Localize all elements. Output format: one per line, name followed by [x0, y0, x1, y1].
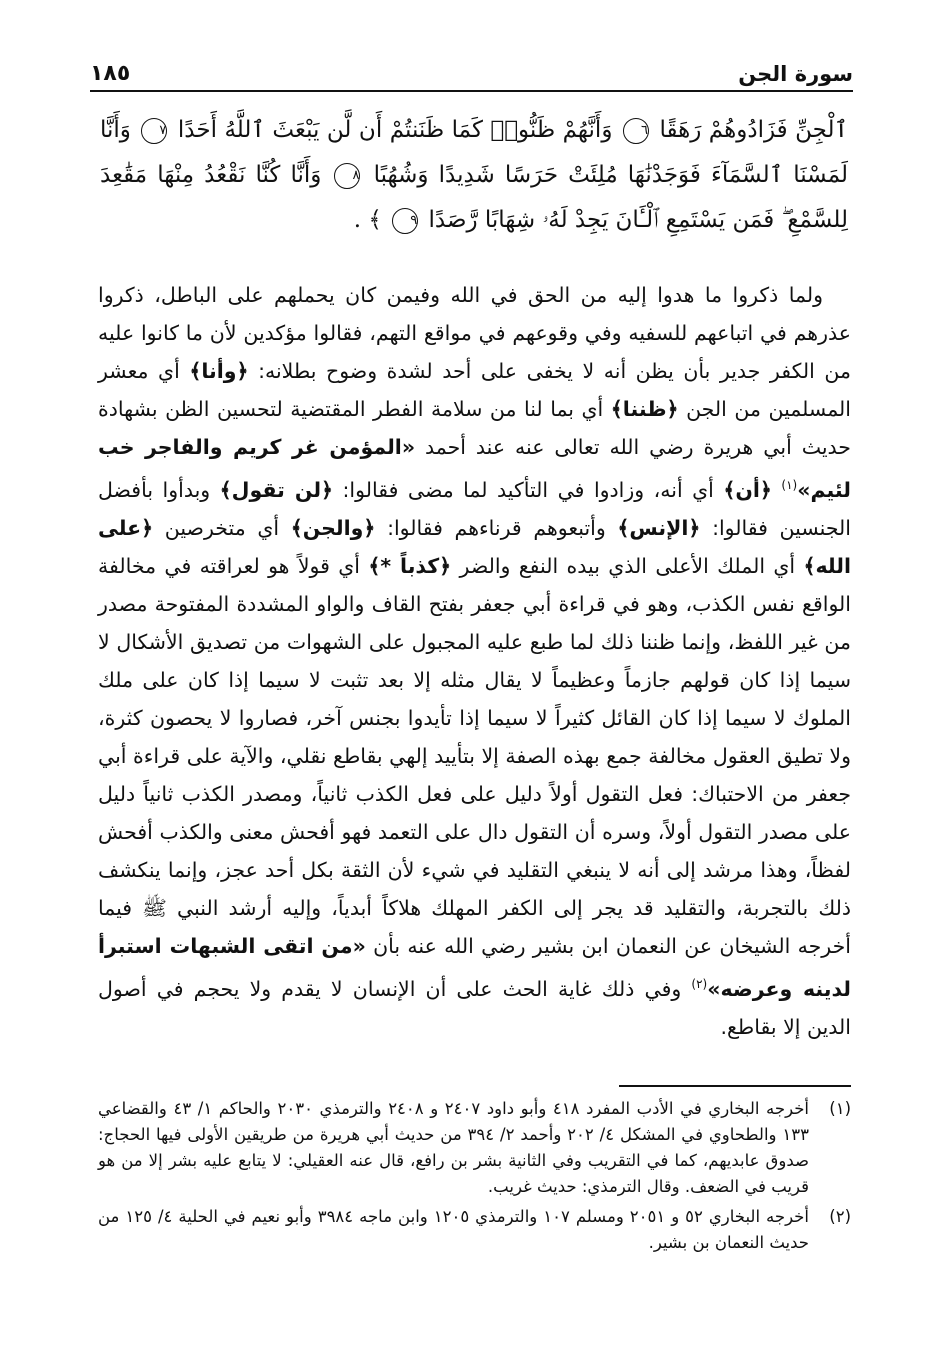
quoted-word: ﴿أن﴾	[723, 477, 772, 502]
text-run: أي متخرصين	[153, 515, 291, 540]
verse-end-marker: ٨	[334, 163, 360, 189]
text-run: ولما ذكروا ما هدوا إليه من الحق في الله وفيمن كان يحملهم على الباطل، ذكروا عذرهم في اتباعهم للسفيه وفي وقوعهم في مواقع التهم، فقالوا مؤكدين لأن ما كانوا عليه من الكفر جدير بأن يظن أنه لا يخفى على أحد لشدة وضوح بطلانه:	[98, 283, 851, 383]
footnote-ref-2[interactable]: (٢)	[691, 976, 708, 991]
footnote-rule	[619, 1085, 851, 1087]
quoted-word: ﴿والجن﴾	[290, 515, 376, 540]
verse-closing: ﴾ .	[353, 207, 382, 233]
quoted-word: ﴿الإنس﴾	[617, 515, 701, 540]
sura-title: سورة الجن	[738, 62, 853, 86]
text-run: وبدأوا بأفضل الجنسين فقالوا:	[98, 477, 851, 540]
verse-end-marker: ٩	[392, 208, 418, 234]
verse-end-marker: ٦	[623, 118, 649, 144]
verse-9: وَأَنَّا كُنَّا نَقْعُدُ مِنْهَا مَقَٰعِدَ لِلسَّمْعِ ۖ فَمَن يَسْتَمِعِ ٱلْـَٔانَ يَجِدْ لَهُۥ شِهَابًا رَّصَدًا	[100, 162, 848, 233]
hadith-quote: «من اتقى الشبهات استبرأ لدينه وعرضه»	[98, 933, 851, 1001]
quoted-word: ﴿على الله﴾	[98, 515, 851, 578]
footnote-ref-1[interactable]: (١)	[781, 478, 798, 492]
page-header	[90, 58, 853, 86]
text-run	[772, 478, 781, 502]
verse-end-marker: ٧	[141, 118, 167, 144]
text-run: وفي ذلك غاية الحث على أن الإنسان لا يقدم ولا يحجم في أصول الدين إلا بقاطع.	[98, 976, 851, 1039]
text-run: أي الملك الأعلى الذي بيده النفع والضر	[451, 553, 804, 578]
commentary-paragraph	[98, 276, 851, 1046]
footnote-text: أخرجه البخاري ٥٢ و ٢٠٥١ ومسلم ١٠٧ والترمذي ١٢٠٥ وابن ماجه ٣٩٨٤ وأبو نعيم في الحلية ٤/ ١٢٥ من حديث النعمان بن بشير.	[98, 1207, 809, 1252]
quoted-word: ﴿ظننا﴾	[610, 397, 679, 421]
footnote-label: (٢)	[829, 1207, 851, 1226]
commentary-text	[98, 276, 851, 1046]
footnotes	[98, 1096, 851, 1260]
hadith-quote: «المؤمن غر كريم والفاجر خب لئيم»	[98, 435, 851, 502]
verse-7: وَأَنَّهُمْ ظَنُّوا۟ كَمَا ظَنَنتُمْ أَن لَّن يَبْعَثَ ٱللَّهُ أَحَدًا	[177, 117, 613, 143]
text-run: أي قولاً هو لعراقته في مخالفة الواقع نفس الكذب، وهو في قراءة أبي جعفر بفتح القاف والواو المشددة المفتوحة مصدر من غير اللفظ، وإنما ظننا ذلك لما طبع عليه المجبول على الشهوات من تصديق الأشكال لا سيما إذا كان قولهم جازماً وعظيماً لا يقال مثله إلا بعد تثبت لا سيما إذا كان على ملك الملوك لا سيما إذا كان القائل كثيراً لا سيما إذا تأيدوا بجنس آخر، فصاروا لا يحصون كثرة، ولا تطيق العقول مخالفة جمع بهذه الصفة إلا بتأييد إلهي بقاطع نقلي، والآية على قراءة أبي جعفر من الاحتباك: فعل التقول أولاً دليل على فعل الكذب ثانياً، ومصدر الكذب ثانياً دليل على مصدر التقول أولاً، وسره أن التقول دال على التعمد فهو أفحش معنى والكذب أفحش لفظاً، وهذا مرشد إلى أنه لا ينبغي التقليد في شيء لأن الثقة بكل أحد عجز، وإنما ينكشف ذلك بالتجربة، والتقليد قد يجر إلى الكفر المهلك هلاكاً أبدياً، وإليه أرشد النبي ﷺ فيما أخرجه الشيخان عن النعمان ابن بشير رضي الله عنه بأن	[98, 553, 851, 958]
verse-8: وَأَنَّا لَمَسْنَا ٱلسَّمَآءَ فَوَجَدْنَٰهَا مُلِئَتْ حَرَسًا شَدِيدًا وَشُهُبًا	[100, 117, 848, 188]
text-run: أي أنه، وزادوا في التأكيد لما مضى فقالوا:	[333, 477, 724, 502]
text-run: أي معشر المسلمين من الجن	[98, 359, 851, 421]
quoted-word: ﴿كذباً *﴾	[368, 553, 452, 578]
quran-verses	[100, 108, 848, 243]
quoted-word: ﴿لن تقول﴾	[219, 477, 334, 502]
quoted-word: ﴿وأنا﴾	[189, 359, 249, 383]
page-number: ١٨٥	[90, 61, 131, 86]
footnote-label: (١)	[829, 1099, 851, 1118]
text-run: أي بما لنا من سلامة الفطر المقتضية لتحسين الظن بشهادة حديث أبي هريرة رضي الله تعالى عنه عند أحمد	[98, 397, 851, 459]
text-run: وأتبعوهم قرناءهم فقالوا:	[375, 515, 618, 540]
header-rule	[90, 90, 853, 92]
verse-6-tail: ٱلْجِنِّ فَزَادُوهُمْ رَهَقًا	[659, 117, 849, 143]
footnote-text: أخرجه البخاري في الأدب المفرد ٤١٨ وأبو داود ٢٤٠٧ و ٢٤٠٨ والترمذي ٢٠٣٠ والحاكم ١/ ٤٣ والقضاعي ١٣٣ والطحاوي في المشكل ٤/ ٢٠٢ وأحمد ٢/ ٣٩٤ من حديث أبي هريرة من طريقين الأولى فيها الحجاج: صدوق عابديهم، كما في التقريب وفي الثانية بشر بن رافع، قال عنه العقيلي: لا يتابع عليه بشر إلا من هو قريب في الضعف. وقال الترمذي: حديث غريب.	[98, 1099, 809, 1196]
footnote-1	[98, 1096, 851, 1200]
footnote-2	[98, 1204, 851, 1256]
